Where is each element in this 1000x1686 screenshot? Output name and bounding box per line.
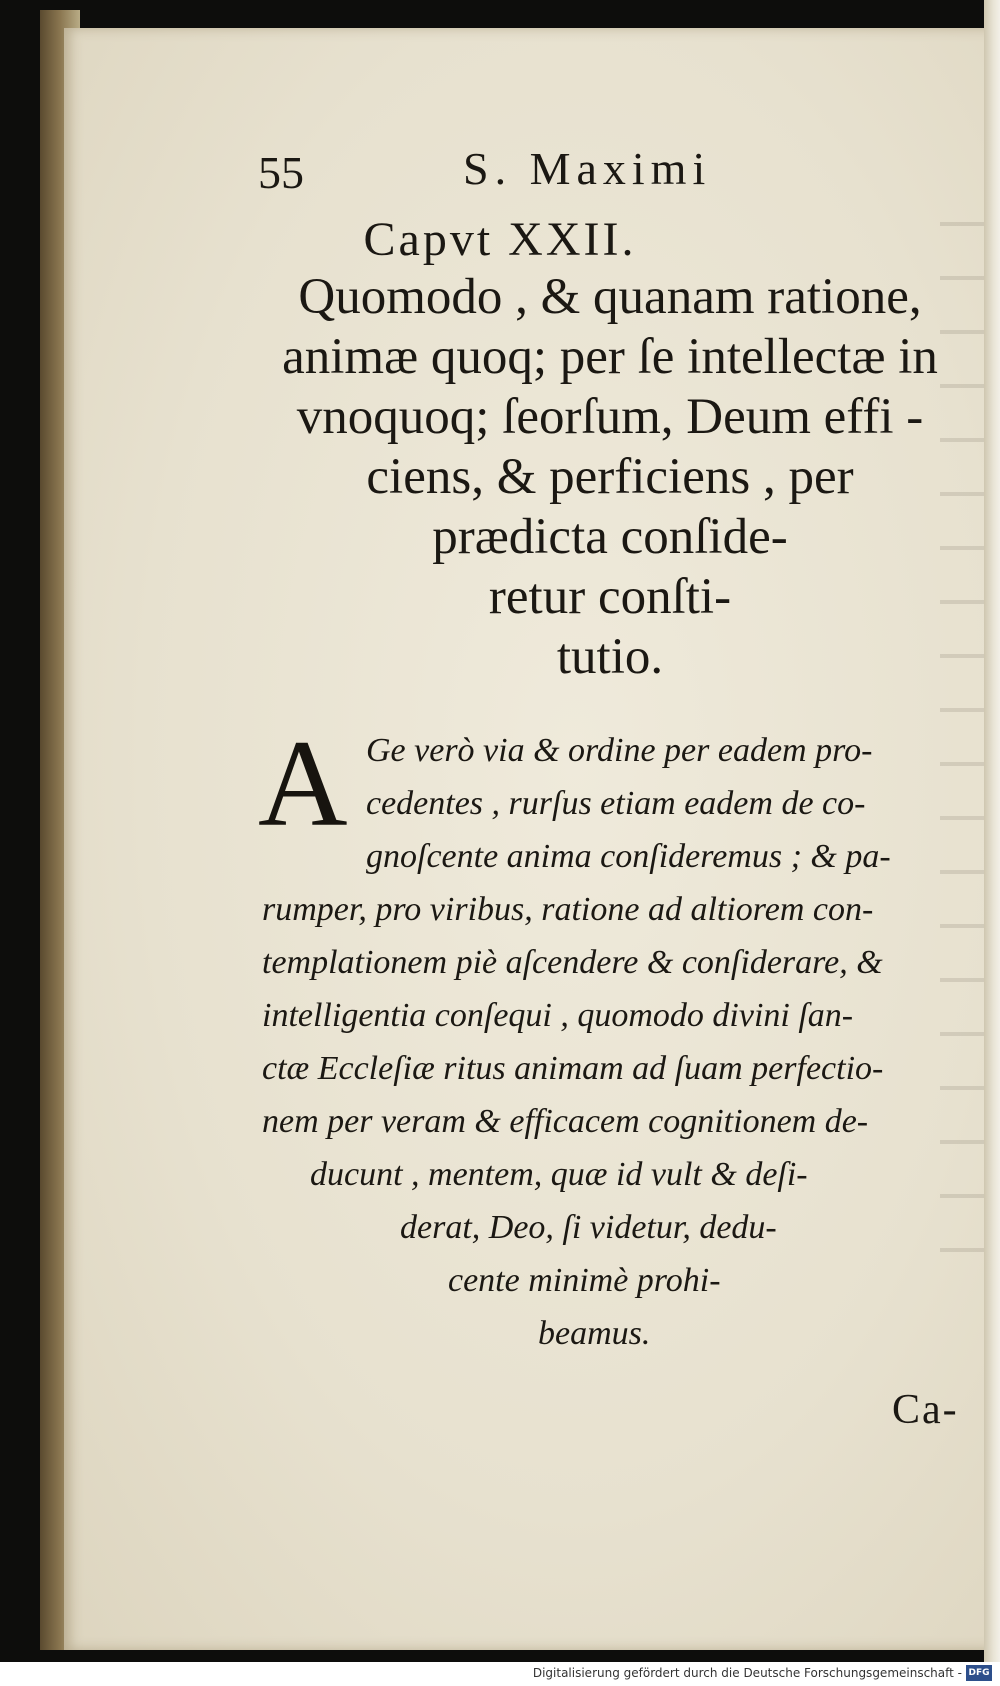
heading-line: animæ quoq; per ſe intellectæ in bbox=[282, 329, 938, 385]
heading-line: vnoquoq; ſeorſum, Deum effi - bbox=[296, 389, 924, 445]
heading-line: ciens, & perficiens , per bbox=[366, 449, 854, 505]
body-line: nem per veram & efficacem cognitionem de- bbox=[262, 1103, 869, 1140]
body-line: cente minimè prohi- bbox=[448, 1262, 721, 1299]
heading-line: tutio. bbox=[556, 629, 664, 685]
body-line: Ge verò via & ordine per eadem pro- bbox=[366, 732, 873, 769]
catchword: Ca- bbox=[892, 1387, 959, 1433]
body-line: ctæ Eccleſiæ ritus animam ad ſuam perfectio- bbox=[262, 1050, 884, 1087]
body-line: rumper, pro viribus, ratione ad altiorem con- bbox=[262, 891, 874, 928]
chapter-title: Capvt XXII. bbox=[363, 213, 637, 266]
body-line: templationem piè aſcendere & conſiderare, & bbox=[262, 944, 883, 981]
heading-line: Quomodo , & quanam ratione, bbox=[298, 269, 922, 325]
digitization-footer bbox=[0, 1662, 1000, 1686]
heading-line: retur conſti- bbox=[488, 569, 732, 625]
body-line: derat, Deo, ſi videtur, dedu- bbox=[400, 1209, 777, 1246]
body-line: intelligentia conſequi , quomodo divini ſan- bbox=[262, 997, 854, 1034]
page-number: 55 bbox=[258, 147, 304, 198]
drop-cap: A bbox=[258, 715, 348, 852]
body-line: gnoſcente anima conſideremus ; & pa- bbox=[366, 838, 891, 875]
body-line: cedentes , rurſus etiam eadem de co- bbox=[366, 785, 866, 822]
heading-line: prædicta conſide- bbox=[432, 509, 788, 565]
dfg-logo: DFG bbox=[966, 1665, 992, 1681]
body-line: beamus. bbox=[538, 1315, 651, 1352]
body-line: ducunt , mentem, quæ id vult & deſi- bbox=[310, 1156, 808, 1193]
running-head-title: S. Maximi bbox=[463, 143, 712, 194]
footer-credit-text: Digitalisierung gefördert durch die Deutsche Forschungsgemeinschaft - bbox=[532, 1666, 962, 1680]
